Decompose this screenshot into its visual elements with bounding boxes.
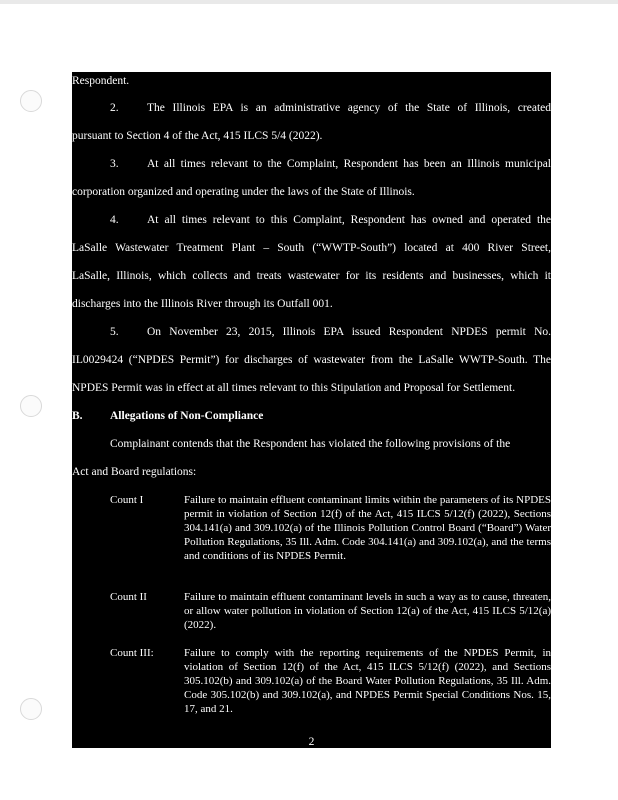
count-1-label: Count I	[110, 494, 144, 506]
paragraph-2-number: 2.	[110, 102, 119, 114]
intro-line-2: Act and Board regulations:	[72, 466, 197, 478]
scan-top-edge	[0, 0, 618, 4]
paragraph-4-line-4: discharges into the Illinois River through its Outfall 001.	[72, 298, 333, 310]
paragraph-3-line-1: At all times relevant to the Complaint, Respondent has been an Illinois municipal	[147, 158, 551, 170]
paragraph-1-tail: Respondent.	[72, 75, 130, 87]
section-b-heading: Allegations of Non-Compliance	[110, 410, 264, 422]
document-page	[72, 72, 551, 748]
paragraph-5-number: 5.	[110, 326, 119, 338]
count-2-label: Count II	[110, 591, 147, 603]
punch-hole-middle	[20, 395, 42, 417]
paragraph-3-number: 3.	[110, 158, 119, 170]
count-3-label: Count III:	[110, 647, 154, 659]
paragraph-5-line-1: On November 23, 2015, Illinois EPA issued Respondent NPDES permit No.	[147, 326, 551, 338]
paragraph-4-line-3: LaSalle, Illinois, which collects and treats wastewater for its residents and businesses, which it	[72, 270, 551, 282]
paragraph-2-line-1: The Illinois EPA is an administrative agency of the State of Illinois, created	[147, 102, 551, 114]
section-b-letter: B.	[72, 410, 83, 422]
punch-hole-top	[20, 90, 42, 112]
count-3-text: Failure to comply with the reporting requirements of the NPDES Permit, in violation of Section 12(f) of the Act, 415 ILCS 5/12(f) (2022), and Sections 305.102(b) and 309.102(a) of the Board Water Pollution Regulations, 35 Ill. Adm. Code 305.102(b) and 309.102(a), and NPDES Permit Special Conditions Nos. 15, 17, and 21.	[184, 647, 551, 715]
paragraph-3-line-2: corporation organized and operating under the laws of the State of Illinois.	[72, 186, 415, 198]
paragraph-2-line-2: pursuant to Section 4 of the Act, 415 ILCS 5/4 (2022).	[72, 130, 323, 142]
paragraph-4-line-2: LaSalle Wastewater Treatment Plant – South (“WWTP-South”) located at 400 River Street,	[72, 242, 551, 254]
paragraph-5-line-3: NPDES Permit was in effect at all times relevant to this Stipulation and Proposal for Settlement.	[72, 382, 516, 394]
paragraph-4-number: 4.	[110, 214, 119, 226]
count-2-text: Failure to maintain effluent contaminant levels in such a way as to cause, threaten, or allow water pollution in violation of Section 12(a) of the Act, 415 ILCS 5/12(a) (2022).	[184, 591, 551, 631]
intro-line-1: Complainant contends that the Respondent has violated the following provisions of the	[110, 438, 511, 450]
punch-hole-bottom	[20, 698, 42, 720]
count-1-text: Failure to maintain effluent contaminant limits within the parameters of its NPDES permit in violation of Section 12(f) of the Act, 415 ILCS 5/12(f) (2022), Sections 304.141(a) and 309.102(a) of the Illinois Pollution Control Board (“Board”) Water Pollution Regulations, 35 Ill. Adm. Code 304.141(a) and 309.102(a), and the terms and conditions of its NPDES Permit.	[184, 494, 551, 562]
paragraph-4-line-1: At all times relevant to this Complaint, Respondent has owned and operated the	[147, 214, 551, 226]
page-number: 2	[308, 736, 315, 748]
paragraph-5-line-2: IL0029424 (“NPDES Permit”) for discharges of wastewater from the LaSalle WWTP-South. The	[72, 354, 551, 366]
